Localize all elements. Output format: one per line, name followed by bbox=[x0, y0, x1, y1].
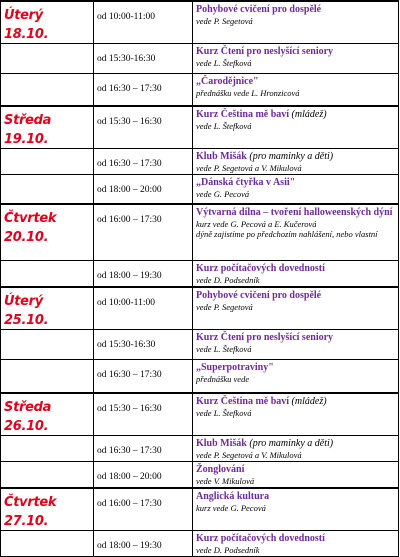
day-cell bbox=[1, 531, 94, 557]
day-cell bbox=[1, 106, 94, 149]
day-cell bbox=[1, 204, 94, 260]
event-title-text: Kurz Čeština mě baví bbox=[196, 396, 290, 407]
time-cell bbox=[94, 462, 193, 489]
day-cell bbox=[1, 1, 94, 44]
event-title bbox=[196, 109, 395, 121]
event-title bbox=[196, 290, 395, 302]
event-title-text: Žonglování bbox=[196, 464, 245, 475]
schedule-row bbox=[1, 531, 399, 557]
event-note: (pro maminky a děti) bbox=[246, 150, 334, 162]
event-note: (mládež) bbox=[289, 396, 327, 407]
time-label: od 16:30 – 17:30 bbox=[97, 369, 162, 380]
event-title bbox=[196, 263, 395, 275]
time-label: od 16:30 – 17:30 bbox=[97, 158, 162, 169]
time-cell bbox=[94, 44, 193, 74]
event-detail: vede L. Štefková bbox=[196, 343, 252, 354]
day-label: Čtvrtek 20.10. bbox=[4, 211, 57, 245]
time-cell bbox=[94, 260, 193, 287]
time-cell bbox=[94, 393, 193, 436]
schedule-row bbox=[1, 106, 399, 149]
event-cell bbox=[193, 436, 399, 462]
event-detail: vede L. Štefková bbox=[196, 58, 252, 68]
event-cell bbox=[193, 74, 399, 106]
time-cell bbox=[94, 204, 193, 260]
event-title bbox=[196, 46, 395, 58]
event-cell bbox=[193, 359, 399, 393]
time-cell bbox=[94, 329, 193, 359]
time-label: od 15:30-16:30 bbox=[97, 339, 156, 350]
time-label: od 18:00 – 20:00 bbox=[97, 184, 162, 195]
schedule-row bbox=[1, 1, 399, 44]
schedule-row bbox=[1, 174, 399, 204]
event-cell bbox=[193, 148, 399, 174]
schedule-row bbox=[1, 393, 399, 436]
event-title bbox=[196, 207, 395, 219]
schedule-row bbox=[1, 260, 399, 287]
time-label: od 16:00 – 17:30 bbox=[97, 215, 162, 225]
event-title-text: Anglická kultura bbox=[196, 491, 270, 502]
time-cell bbox=[94, 287, 193, 330]
time-label: od 10:00-11:00 bbox=[97, 297, 155, 308]
time-cell bbox=[94, 106, 193, 149]
event-detail: vede G. Pecová bbox=[196, 188, 250, 199]
day-label: Čtvrtek 27.10. bbox=[4, 495, 57, 529]
schedule-row bbox=[1, 204, 399, 260]
event-detail: vede L. Štefková bbox=[196, 408, 252, 418]
schedule-row bbox=[1, 359, 399, 393]
event-title bbox=[196, 464, 395, 476]
day-cell bbox=[1, 436, 94, 462]
day-cell bbox=[1, 260, 94, 287]
schedule-row bbox=[1, 287, 399, 330]
time-label: od 15:30 – 16:30 bbox=[97, 404, 162, 414]
event-detail: vede V. Mikulová bbox=[196, 476, 255, 486]
event-detail: kurz vede G. Pecová a E. Kučerová bbox=[196, 219, 317, 229]
event-detail: vede P. Segetová bbox=[196, 16, 253, 26]
time-label: od 10:00-11:00 bbox=[97, 12, 155, 22]
event-title-text: Pohybové cvičení pro dospělé bbox=[196, 4, 322, 15]
event-title-text: Kurz počítačových dovedností bbox=[196, 262, 325, 274]
event-title-text: Kurz Čeština mě baví bbox=[196, 108, 290, 120]
event-detail: přednášku vede L. Hronzicová bbox=[196, 88, 300, 98]
schedule-body bbox=[1, 1, 399, 557]
day-cell bbox=[1, 148, 94, 174]
day-cell bbox=[1, 393, 94, 436]
event-cell bbox=[193, 44, 399, 74]
day-label: Úterý 25.10. bbox=[4, 293, 49, 328]
schedule-row bbox=[1, 436, 399, 462]
day-cell bbox=[1, 329, 94, 359]
event-cell bbox=[193, 174, 399, 204]
event-cell bbox=[193, 488, 399, 531]
event-title bbox=[196, 491, 395, 503]
schedule-row bbox=[1, 462, 399, 489]
event-title bbox=[196, 332, 395, 344]
event-title-text: Pohybové cvičení pro dospělé bbox=[196, 289, 322, 301]
event-cell bbox=[193, 204, 399, 260]
time-label: od 18:00 – 20:00 bbox=[97, 472, 162, 482]
time-label: od 16:30 – 17:30 bbox=[97, 446, 162, 456]
day-label: Středa 26.10. bbox=[4, 400, 52, 434]
event-title bbox=[196, 4, 395, 16]
day-cell bbox=[1, 462, 94, 489]
event-detail: vede D. Podsedník bbox=[196, 274, 260, 285]
event-title-text: Klub Mišák bbox=[196, 150, 247, 162]
event-detail: vede D. Podsedník bbox=[196, 545, 260, 555]
event-cell bbox=[193, 260, 399, 287]
event-detail: přednášku vede bbox=[196, 373, 250, 384]
day-cell bbox=[1, 74, 94, 106]
event-cell bbox=[193, 329, 399, 359]
time-cell bbox=[94, 1, 193, 44]
event-title bbox=[196, 362, 395, 374]
event-cell bbox=[193, 1, 399, 44]
day-cell bbox=[1, 44, 94, 74]
time-cell bbox=[94, 174, 193, 204]
event-title-text: „Dánská čtyřka v Asii" bbox=[196, 176, 296, 188]
time-cell bbox=[94, 531, 193, 557]
event-title bbox=[196, 396, 395, 408]
event-cell bbox=[193, 393, 399, 436]
schedule-row bbox=[1, 44, 399, 74]
event-title-text: Kurz Čtení pro neslyšící seniory bbox=[196, 46, 334, 57]
time-cell bbox=[94, 359, 193, 393]
event-cell bbox=[193, 531, 399, 557]
event-title bbox=[196, 151, 395, 163]
event-note: (mládež) bbox=[289, 108, 327, 120]
event-note: (pro maminky a děti) bbox=[246, 438, 334, 449]
event-title-text: „Superpotraviny" bbox=[196, 361, 274, 373]
event-title bbox=[196, 76, 395, 88]
event-detail: vede L. Štefková bbox=[196, 120, 252, 131]
time-cell bbox=[94, 74, 193, 106]
event-title-text: Výtvarná dílna – tvoření halloweenských dýní bbox=[196, 207, 393, 218]
time-label: od 18:00 – 19:30 bbox=[97, 270, 162, 281]
event-title bbox=[196, 438, 395, 450]
event-title-text: „Čarodějnice" bbox=[196, 76, 259, 87]
schedule-row bbox=[1, 148, 399, 174]
schedule-row bbox=[1, 488, 399, 531]
event-title bbox=[196, 177, 395, 189]
day-cell bbox=[1, 174, 94, 204]
event-detail: kurz vede G. Pecová bbox=[196, 503, 266, 513]
day-cell bbox=[1, 488, 94, 531]
day-label: Úterý 18.10. bbox=[4, 8, 49, 42]
event-title bbox=[196, 533, 395, 545]
time-cell bbox=[94, 436, 193, 462]
day-label: Středa 19.10. bbox=[4, 112, 52, 147]
time-label: od 16:00 – 17:30 bbox=[97, 499, 162, 509]
event-cell bbox=[193, 287, 399, 330]
time-label: od 15:30 – 16:30 bbox=[97, 116, 162, 127]
event-title-text: Kurz počítačových dovedností bbox=[196, 533, 325, 544]
event-detail: vede P. Segetová bbox=[196, 301, 253, 312]
time-label: od 18:00 – 19:30 bbox=[97, 541, 162, 551]
event-cell bbox=[193, 106, 399, 149]
event-detail: dýně zajistíme po předchozím nahlášení, nebo vlastní bbox=[196, 229, 378, 239]
event-detail: vede P. Segetová a V. Mikulová bbox=[196, 450, 302, 460]
schedule-row bbox=[1, 74, 399, 106]
day-cell bbox=[1, 359, 94, 393]
time-label: od 16:30 – 17:30 bbox=[97, 84, 162, 94]
time-cell bbox=[94, 488, 193, 531]
time-cell bbox=[94, 148, 193, 174]
event-cell bbox=[193, 462, 399, 489]
schedule-row bbox=[1, 329, 399, 359]
time-label: od 15:30-16:30 bbox=[97, 54, 156, 64]
event-detail: vede P. Segetová a V. Mikulová bbox=[196, 162, 302, 173]
event-title-text: Kurz Čtení pro neslyšící seniory bbox=[196, 331, 334, 343]
day-cell bbox=[1, 287, 94, 330]
event-title-text: Klub Mišák bbox=[196, 438, 247, 449]
